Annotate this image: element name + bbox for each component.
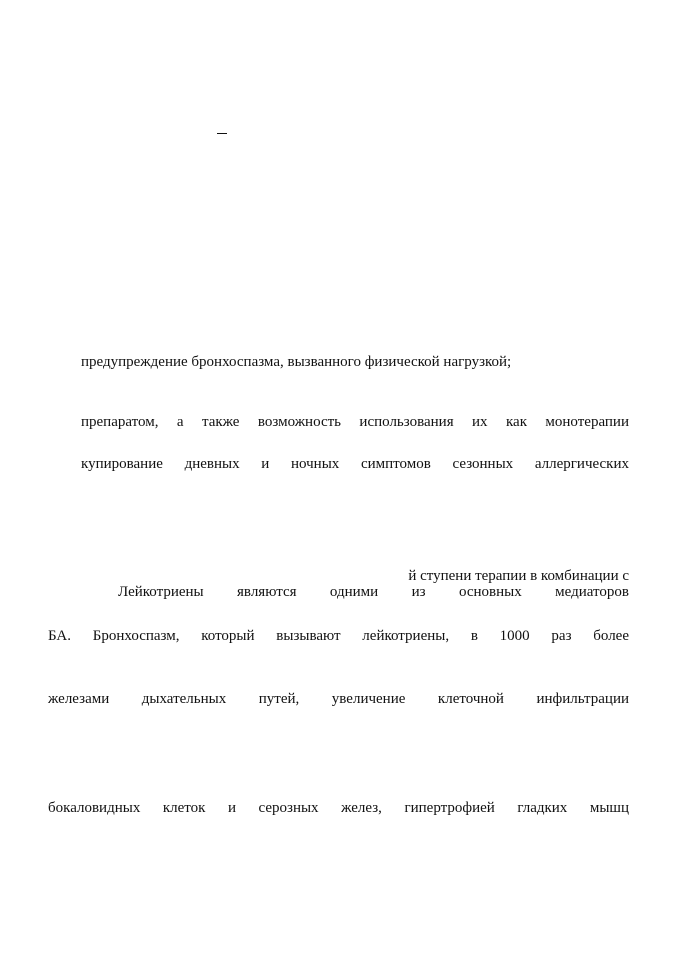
text-line-7: железами дыхательных путей, увеличение клеточной инфильтрации [48, 691, 629, 707]
text-line-5: Лейкотриены являются одними из основных медиаторов [118, 584, 629, 600]
text-line-8: бокаловидных клеток и серозных желез, гипертрофией гладких мышц [48, 800, 629, 816]
text-line-fragment: й ступени терапии в комбинации с [408, 568, 629, 584]
text-line-3: купирование дневных и ночных симптомов сезонных аллергических [81, 456, 629, 472]
text-line-6: БА. Бронхоспазм, который вызывают лейкотриены, в 1000 раз более [48, 628, 629, 644]
top-dash-mark [217, 133, 227, 134]
text-line-2: препаратом, а также возможность использования их как монотерапии [81, 414, 629, 430]
text-line-1: предупреждение бронхоспазма, вызванного физической нагрузкой; [81, 354, 512, 370]
